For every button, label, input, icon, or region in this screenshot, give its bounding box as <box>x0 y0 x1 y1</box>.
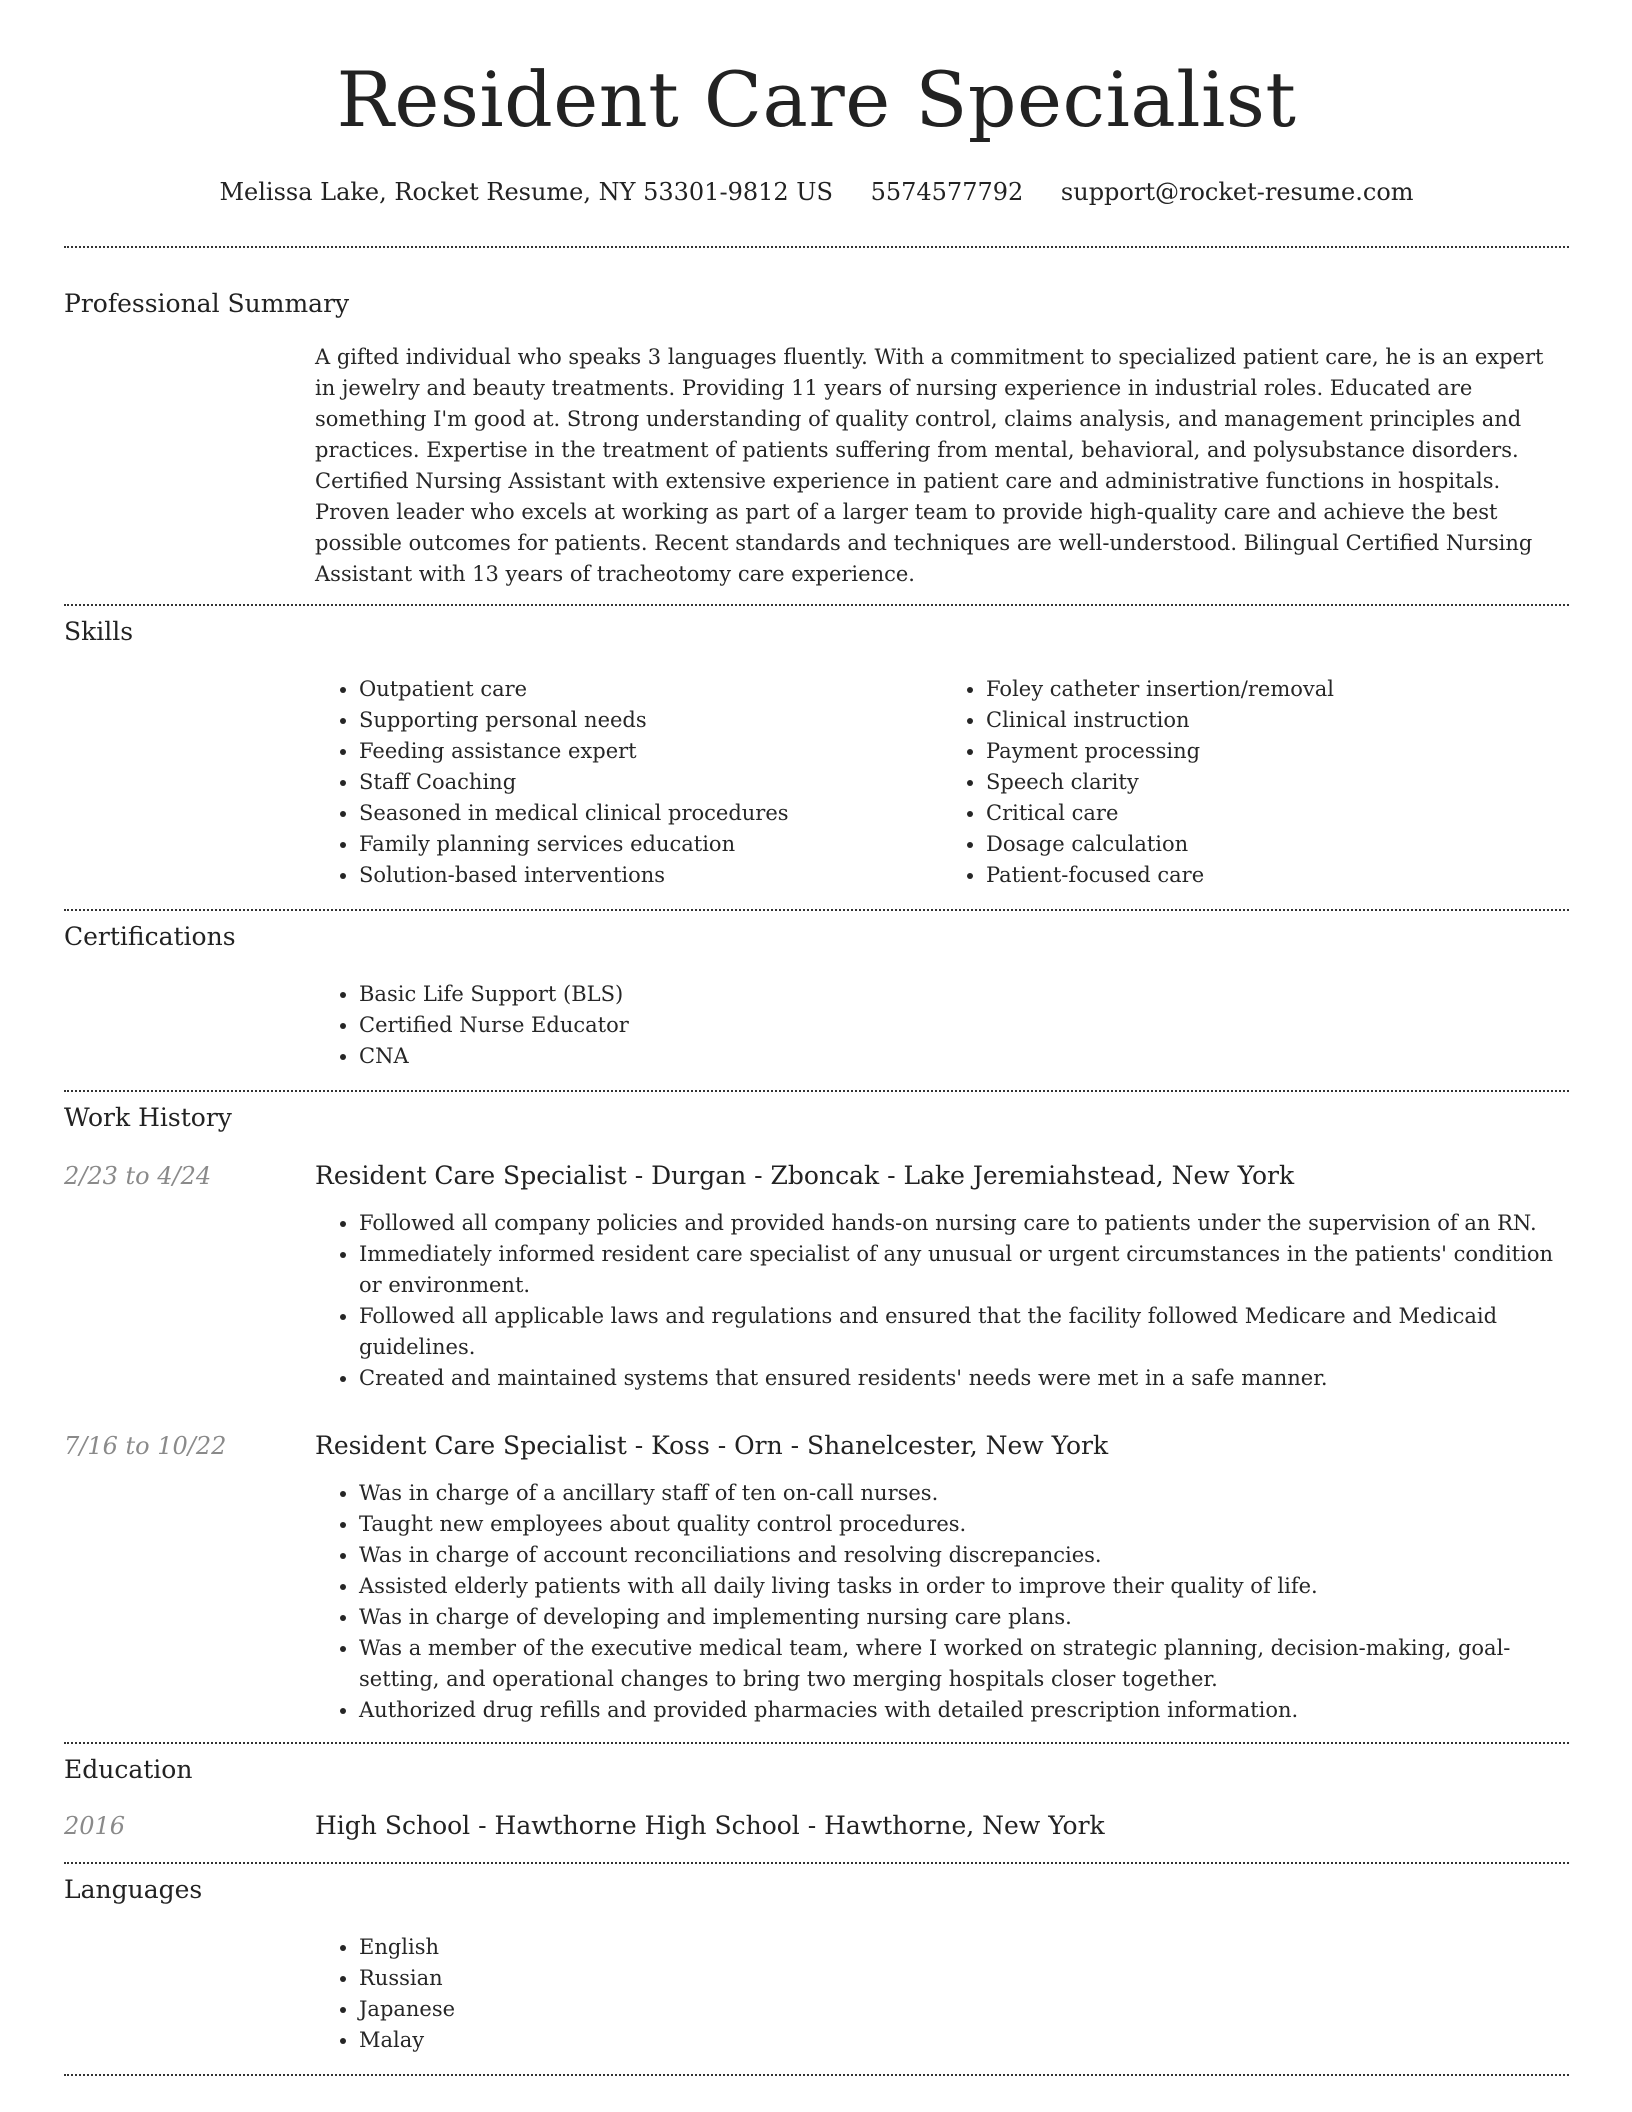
work-section <box>64 1092 1569 1742</box>
language-item: • Russian <box>359 1963 1569 1994</box>
job-title: Resident Care Specialist - Durgan - Zboncak - Lake Jeremiahstead, New York <box>315 1161 1295 1190</box>
language-item: • English <box>359 1932 1569 1963</box>
education-section <box>64 1744 1569 1842</box>
contact-line <box>64 176 1569 208</box>
skills-section <box>64 606 1569 891</box>
summary-text: A gifted individual who speaks 3 languages fluently. With a commitment to specialized patient care, he is an expert in jewelry and beauty treatments. Providing 11 years of nursing experience in industrial roles. Educated are something I'm good at. Strong understanding of quality control, claims analysis, and management principles and practices. Expertise in the treatment of patients suffering from mental, behavioral, and polysubstance disorders. Certified Nursing Assistant with extensive experience in patient care and administrative functions in hospitals. Proven leader who excels at working as part of a larger team to provide high-quality care and achieve the best possible outcomes for patients. Recent standards and techniques are well-understood. Bilingual Certified Nursing Assistant with 13 years of tracheotomy care experience. <box>315 345 1544 586</box>
job-bullet: • Followed all company policies and provided hands-on nursing care to patients under the supervision of an RN. <box>359 1208 1569 1239</box>
job-title: Resident Care Specialist - Koss - Orn - Shanelcester, New York <box>315 1431 1109 1460</box>
certifications-body <box>315 979 1569 1072</box>
languages-list <box>315 1932 1569 2056</box>
skill-item: • Speech clarity <box>986 767 1569 798</box>
skill-item: • Dosage calculation <box>986 829 1569 860</box>
languages-section <box>64 1864 1569 2056</box>
certifications-list <box>315 979 1569 1072</box>
resume-page <box>64 0 1569 2076</box>
certifications-heading: Certifications <box>64 922 236 951</box>
job-details <box>315 1160 1569 1394</box>
skills-heading: Skills <box>64 617 134 646</box>
skill-item: • Payment processing <box>986 736 1569 767</box>
skill-item: • Feeding assistance expert <box>359 736 942 767</box>
languages-body <box>315 1932 1569 2056</box>
skill-item: • Patient-focused care <box>986 860 1569 891</box>
certification-item: • Basic Life Support (BLS) <box>359 979 1569 1010</box>
work-heading: Work History <box>64 1103 232 1132</box>
skill-item: • Foley catheter insertion/removal <box>986 674 1569 705</box>
contact-email: support@rocket-resume.com <box>1060 178 1414 206</box>
skill-item: • Clinical instruction <box>986 705 1569 736</box>
job-bullet: • Was in charge of account reconciliations and resolving discrepancies. <box>359 1540 1569 1571</box>
education-details <box>315 1810 1569 1842</box>
certifications-section <box>64 911 1569 1072</box>
skill-item: • Outpatient care <box>359 674 942 705</box>
education-entry <box>64 1810 1569 1842</box>
language-item: • Japanese <box>359 1994 1569 2025</box>
skills-list-right <box>942 674 1569 891</box>
certification-item: • Certified Nurse Educator <box>359 1010 1569 1041</box>
job-bullet: • Immediately informed resident care specialist of any unusual or urgent circumstances in the patients' condition or environment. <box>359 1239 1569 1301</box>
skills-columns <box>315 674 1569 891</box>
job-bullet: • Created and maintained systems that ensured residents' needs were met in a safe manner. <box>359 1363 1569 1394</box>
job-bullet: • Taught new employees about quality control procedures. <box>359 1509 1569 1540</box>
skill-item: • Seasoned in medical clinical procedures <box>359 798 942 829</box>
summary-heading: Professional Summary <box>64 289 350 318</box>
skill-item: • Critical care <box>986 798 1569 829</box>
skills-list-left <box>315 674 942 891</box>
skill-item: • Supporting personal needs <box>359 705 942 736</box>
languages-heading: Languages <box>64 1875 203 1904</box>
contact-phone: 5574577792 <box>870 178 1024 206</box>
resume-name: Resident Care Specialist <box>336 55 1297 144</box>
job-entry <box>64 1430 1569 1726</box>
job-bullets <box>315 1208 1569 1394</box>
job-bullet: • Followed all applicable laws and regulations and ensured that the facility followed Medicare and Medicaid guidelines. <box>359 1301 1569 1363</box>
divider <box>64 2074 1569 2076</box>
job-bullet: • Was in charge of developing and implementing nursing care plans. <box>359 1602 1569 1633</box>
job-bullet: • Authorized drug refills and provided pharmacies with detailed prescription information. <box>359 1695 1569 1726</box>
job-dates: 7/16 to 10/22 <box>64 1432 227 1460</box>
job-entry <box>64 1160 1569 1394</box>
summary-section <box>64 248 1569 590</box>
certification-item: • CNA <box>359 1041 1569 1072</box>
job-bullet: • Assisted elderly patients with all daily living tasks in order to improve their quality of life. <box>359 1571 1569 1602</box>
language-item: • Malay <box>359 2025 1569 2056</box>
job-dates: 2/23 to 4/24 <box>64 1162 212 1190</box>
education-dates: 2016 <box>64 1812 126 1840</box>
job-details <box>315 1430 1569 1726</box>
skill-item: • Solution-based interventions <box>359 860 942 891</box>
job-bullet: • Was in charge of a ancillary staff of ten on-call nurses. <box>359 1478 1569 1509</box>
skill-item: • Family planning services education <box>359 829 942 860</box>
job-bullet: • Was a member of the executive medical team, where I worked on strategic planning, decision-making, goal-setting, and operational changes to bring two merging hospitals closer together. <box>359 1633 1569 1695</box>
education-heading: Education <box>64 1755 193 1784</box>
contact-address: Melissa Lake, Rocket Resume, NY 53301-9812 US <box>219 178 833 206</box>
job-bullets <box>315 1478 1569 1726</box>
skill-item: • Staff Coaching <box>359 767 942 798</box>
education-title: High School - Hawthorne High School - Hawthorne, New York <box>315 1811 1105 1840</box>
